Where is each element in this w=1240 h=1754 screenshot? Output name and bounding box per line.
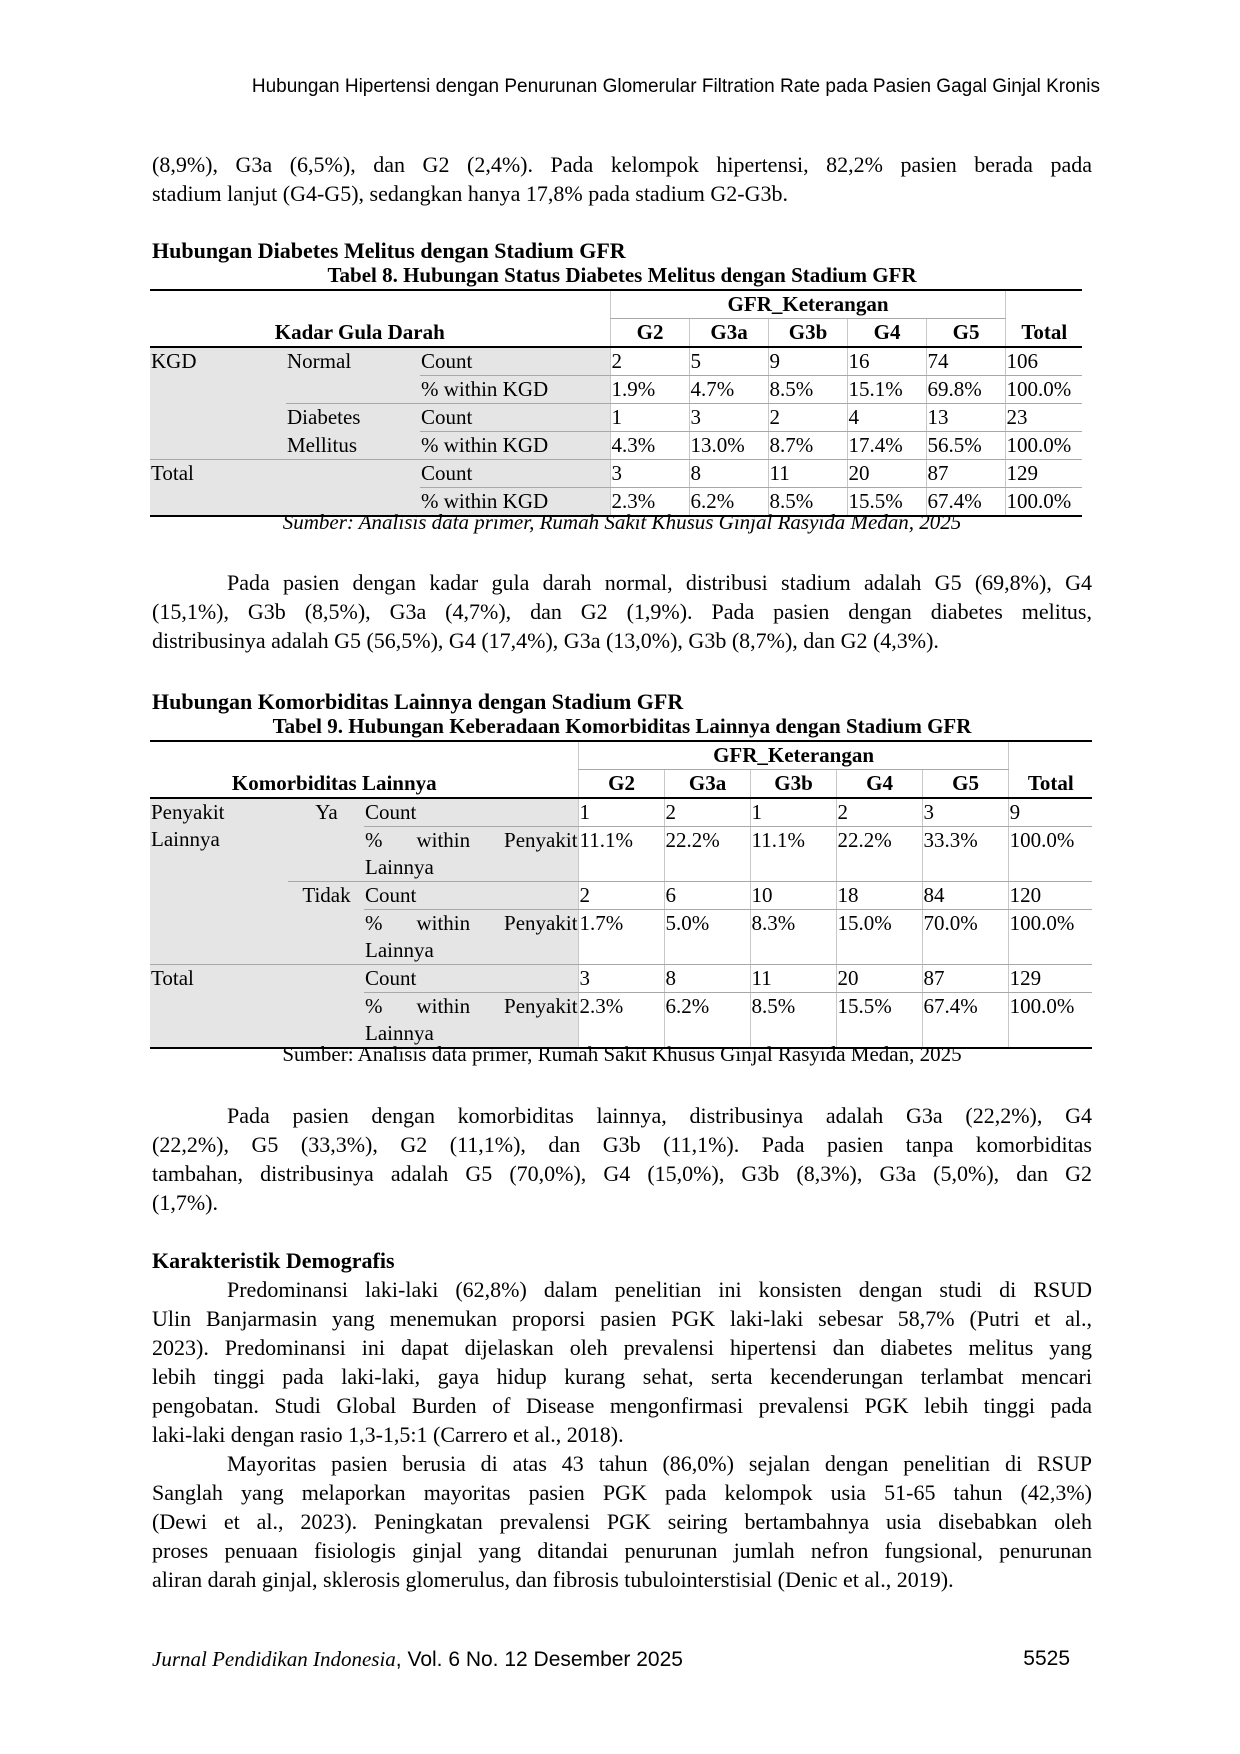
column-header: G3b [768, 319, 847, 348]
diabetes-paragraph [152, 568, 1092, 655]
caption-text: Tabel 8. Hubungan Status Diabetes Melitus dengan Stadium GFR [327, 263, 917, 287]
column-header: G2 [610, 319, 689, 348]
stat-label: Count [420, 460, 610, 488]
stat-label: Count [364, 798, 578, 827]
stat-label: Count [420, 404, 610, 432]
table-cell-total: 100.0% [1005, 432, 1082, 460]
table-cell: 74 [926, 347, 1005, 376]
table-cell-total: 120 [1008, 882, 1092, 910]
table-row [150, 432, 1082, 460]
table-caption-8 [152, 263, 1092, 287]
pct-word: within [416, 994, 471, 1018]
caption-text: Tabel 9. Hubungan Keberadaan Komorbiditas Lainnya dengan Stadium GFR [272, 714, 972, 738]
paragraph-line: aliran darah ginjal, sklerosis glomerulus, dan fibrosis tubulointerstisial (Denic et al., 2019). [152, 1567, 954, 1592]
table-caption-9 [152, 714, 1092, 738]
journal-name: Jurnal Pendidikan Indonesia [152, 1647, 396, 1671]
table-cell: 67.4% [922, 993, 1008, 1049]
table-cell-total: 100.0% [1008, 910, 1092, 965]
table-row [150, 404, 1082, 432]
group-label: Diabetes [286, 404, 420, 432]
total-header: Total [1008, 741, 1092, 798]
table-cell: 9 [768, 347, 847, 376]
section-heading-diabetes: Hubungan Diabetes Melitus dengan Stadium GFR [152, 238, 626, 263]
table-cell: 6.2% [664, 993, 750, 1049]
pct-word: Penyakit [504, 911, 578, 935]
paragraph-line: pengobatan. Studi Global Burden of Disease mengonfirmasi prevalensi PGK lebih tinggi pada [152, 1393, 1092, 1418]
stat-label-pct [364, 993, 578, 1049]
pct-label-line2: Lainnya [365, 938, 434, 962]
stat-label: Count [364, 882, 578, 910]
table-cell: 11.1% [578, 827, 664, 882]
var-label: KGD [150, 347, 286, 460]
table-cell: 20 [847, 460, 926, 488]
column-header: G3a [689, 319, 768, 348]
table-cell: 2 [836, 798, 922, 827]
table-comorbid [150, 740, 1092, 1049]
column-header: G4 [836, 770, 922, 799]
column-header: G4 [847, 319, 926, 348]
stat-label: % within KGD [420, 376, 610, 404]
group-label: Normal [286, 347, 420, 404]
table-cell: 18 [836, 882, 922, 910]
paragraph-line: stadium lanjut (G4-G5), sedangkan hanya 17,8% pada stadium G2-G3b. [152, 181, 789, 206]
paragraph-line: Mayoritas pasien berusia di atas 43 tahun (86,0%) sejalan dengan penelitian di RSUP [227, 1451, 1092, 1476]
column-header: G5 [926, 319, 1005, 348]
table-row [150, 798, 1092, 827]
source-text: Sumber: Analisis data primer, Rumah Sakit Khusus Ginjal Rasyida Medan, 2025 [282, 1042, 962, 1066]
table-cell: 3 [689, 404, 768, 432]
pct-word: % [365, 911, 383, 935]
table-cell-total: 100.0% [1008, 993, 1092, 1049]
group-header: GFR_Keterangan [610, 290, 1005, 319]
table-cell: 4 [847, 404, 926, 432]
pct-word: % [365, 994, 383, 1018]
table-row [150, 347, 1082, 376]
table-header-row [150, 290, 1082, 319]
group-header: GFR_Keterangan [578, 741, 1008, 770]
paragraph-line: Pada pasien dengan komorbiditas lainnya, distribusinya adalah G3a (22,2%), G4 [227, 1103, 1092, 1128]
table-cell: 8 [664, 965, 750, 993]
table-cell: 69.8% [926, 376, 1005, 404]
table-cell: 4.3% [610, 432, 689, 460]
table-cell: 1 [750, 798, 836, 827]
table-cell: 67.4% [926, 488, 1005, 517]
stat-label: % within KGD [420, 432, 610, 460]
pct-word: within [416, 828, 471, 852]
paragraph-line: lebih tinggi pada laki-laki, gaya hidup kurang sehat, serta kecenderungan terlambat mencari [152, 1364, 1092, 1389]
table-cell-total: 106 [1005, 347, 1082, 376]
table-row [150, 460, 1082, 488]
paragraph-line: (15,1%), G3b (8,5%), G3a (4,7%), dan G2 (1,9%). Pada pasien dengan diabetes melitus, [152, 599, 1092, 624]
table-cell: 17.4% [847, 432, 926, 460]
pct-word: Penyakit [504, 994, 578, 1018]
table-row [150, 965, 1092, 993]
var-label-line: Penyakit [151, 800, 225, 824]
paragraph-line: Ulin Banjarmasin yang menemukan proporsi pasien PGK laki-laki sebesar 58,7% (Putri et al., [152, 1306, 1092, 1331]
pct-label-line1 [365, 827, 578, 854]
table-cell: 8.3% [750, 910, 836, 965]
pct-label-line2: Lainnya [365, 855, 434, 879]
table-cell: 16 [847, 347, 926, 376]
source-text: Sumber: Analisis data primer, Rumah Sakit Khusus Ginjal Rasyida Medan, 2025 [282, 510, 962, 534]
paragraph-line: (Dewi et al., 2023). Peningkatan prevalensi PGK seiring bertambahnya usia disebabkan oleh [152, 1509, 1092, 1534]
var-label-line: Lainnya [151, 827, 220, 851]
group-label: Ya [288, 798, 364, 882]
paragraph-line: (22,2%), G5 (33,3%), G2 (11,1%), dan G3b (11,1%). Pada pasien tanpa komorbiditas [152, 1132, 1092, 1157]
table-cell: 1.9% [610, 376, 689, 404]
pct-word: % [365, 828, 383, 852]
table-cell: 2 [664, 798, 750, 827]
paragraph-line: Sanglah yang melaporkan mayoritas pasien PGK pada kelompok usia 51-65 tahun (42,3%) [152, 1480, 1092, 1505]
empty-cell [286, 460, 420, 517]
table-cell: 6 [664, 882, 750, 910]
section-heading-comorbid: Hubungan Komorbiditas Lainnya dengan Stadium GFR [152, 689, 684, 714]
table-cell-total: 100.0% [1005, 488, 1082, 517]
table-cell: 2 [610, 347, 689, 376]
table-cell: 15.1% [847, 376, 926, 404]
paragraph-line: tambahan, distribusinya adalah G5 (70,0%), G4 (15,0%), G3b (8,3%), G3a (5,0%), dan G2 [152, 1161, 1092, 1186]
column-header: G2 [578, 770, 664, 799]
demografis-paragraph-1 [152, 1275, 1092, 1449]
table-cell: 11 [768, 460, 847, 488]
paragraph-line: proses penuaan fisiologis ginjal yang ditandai penurunan jumlah nefron fungsional, penurunan [152, 1538, 1092, 1563]
pct-label-line1 [365, 910, 578, 937]
row-header: Kadar Gula Darah [274, 320, 445, 344]
table-cell: 5.0% [664, 910, 750, 965]
table-cell: 15.0% [836, 910, 922, 965]
demografis-paragraph-2 [152, 1449, 1092, 1594]
table-cell: 8.5% [768, 488, 847, 517]
table-cell: 1 [578, 798, 664, 827]
stat-label: Count [364, 965, 578, 993]
paragraph-line: laki-laki dengan rasio 1,3-1,5:1 (Carrero et al., 2018). [152, 1422, 624, 1447]
empty-cell [288, 965, 364, 1049]
journal-issue: , Vol. 6 No. 12 Desember 2025 [395, 1648, 683, 1671]
pct-label-line1 [365, 993, 578, 1020]
column-header: G3a [664, 770, 750, 799]
footer-journal [152, 1647, 683, 1672]
paragraph-line: 2023). Predominansi ini dapat dijelaskan oleh prevalensi hipertensi dan diabetes melitus yang [152, 1335, 1092, 1360]
table-cell: 8 [689, 460, 768, 488]
table-cell: 20 [836, 965, 922, 993]
table-cell-total: 100.0% [1008, 827, 1092, 882]
table-cell-total: 129 [1005, 460, 1082, 488]
table-cell: 8.5% [750, 993, 836, 1049]
comorbid-paragraph [152, 1101, 1092, 1217]
table-row [150, 882, 1092, 910]
table-cell: 2 [768, 404, 847, 432]
table-cell: 13.0% [689, 432, 768, 460]
stat-label: Count [420, 347, 610, 376]
total-header: Total [1005, 290, 1082, 347]
table-cell: 22.2% [836, 827, 922, 882]
table-cell: 3 [610, 460, 689, 488]
stat-label-pct [364, 910, 578, 965]
table-source-8 [152, 509, 1092, 535]
table-cell: 10 [750, 882, 836, 910]
table-diabetes [150, 289, 1082, 517]
table-cell: 11 [750, 965, 836, 993]
total-label: Total [150, 460, 286, 517]
stat-label: % within KGD [420, 488, 610, 517]
section-heading-demografis: Karakteristik Demografis [152, 1248, 395, 1273]
table-cell: 3 [578, 965, 664, 993]
paragraph-line: (8,9%), G3a (6,5%), dan G2 (2,4%). Pada kelompok hipertensi, 82,2% pasien berada pada [152, 152, 1092, 177]
pct-label-line2: Lainnya [365, 1021, 434, 1045]
table-cell: 2 [578, 882, 664, 910]
group-label: Mellitus [286, 432, 420, 460]
table-cell: 4.7% [689, 376, 768, 404]
table-cell: 84 [922, 882, 1008, 910]
table-cell-total: 9 [1008, 798, 1092, 827]
table-cell: 1 [610, 404, 689, 432]
table-cell: 2.3% [578, 993, 664, 1049]
table-cell: 5 [689, 347, 768, 376]
column-header: G3b [750, 770, 836, 799]
table-cell: 13 [926, 404, 1005, 432]
table-cell: 22.2% [664, 827, 750, 882]
table-cell: 70.0% [922, 910, 1008, 965]
group-label: Tidak [288, 882, 364, 965]
total-label: Total [150, 965, 288, 1049]
paragraph-line: Pada pasien dengan kadar gula darah normal, distribusi stadium adalah G5 (69,8%), G4 [227, 570, 1092, 595]
var-label [150, 798, 288, 965]
table-cell: 87 [922, 965, 1008, 993]
table-cell: 6.2% [689, 488, 768, 517]
running-head: Hubungan Hipertensi dengan Penurunan Glomerular Filtration Rate pada Pasien Gagal Ginjal Kronis [251, 76, 1100, 97]
table-cell-total: 100.0% [1005, 376, 1082, 404]
table-cell: 8.7% [768, 432, 847, 460]
paragraph-line: distribusinya adalah G5 (56,5%), G4 (17,4%), G3a (13,0%), G3b (8,7%), dan G2 (4,3%). [152, 628, 939, 653]
table-cell: 56.5% [926, 432, 1005, 460]
table-cell: 33.3% [922, 827, 1008, 882]
table-cell: 15.5% [836, 993, 922, 1049]
table-cell: 3 [922, 798, 1008, 827]
table-cell: 87 [926, 460, 1005, 488]
stat-label-pct [364, 827, 578, 882]
paragraph-line: Predominansi laki-laki (62,8%) dalam penelitian ini konsisten dengan studi di RSUD [227, 1277, 1092, 1302]
paragraph-line: (1,7%). [152, 1190, 218, 1215]
table-cell: 2.3% [610, 488, 689, 517]
table-cell: 1.7% [578, 910, 664, 965]
table-cell-total: 23 [1005, 404, 1082, 432]
table-cell: 15.5% [847, 488, 926, 517]
pct-word: Penyakit [504, 828, 578, 852]
column-header: G5 [922, 770, 1008, 799]
page-number: 5525 [1023, 1647, 1070, 1670]
table-header-row [150, 741, 1092, 770]
table-cell-total: 129 [1008, 965, 1092, 993]
pct-word: within [416, 911, 471, 935]
row-header: Komorbiditas Lainnya [231, 771, 437, 795]
table-source-9 [152, 1041, 1092, 1067]
intro-paragraph [152, 150, 1092, 208]
table-cell: 11.1% [750, 827, 836, 882]
table-cell: 8.5% [768, 376, 847, 404]
